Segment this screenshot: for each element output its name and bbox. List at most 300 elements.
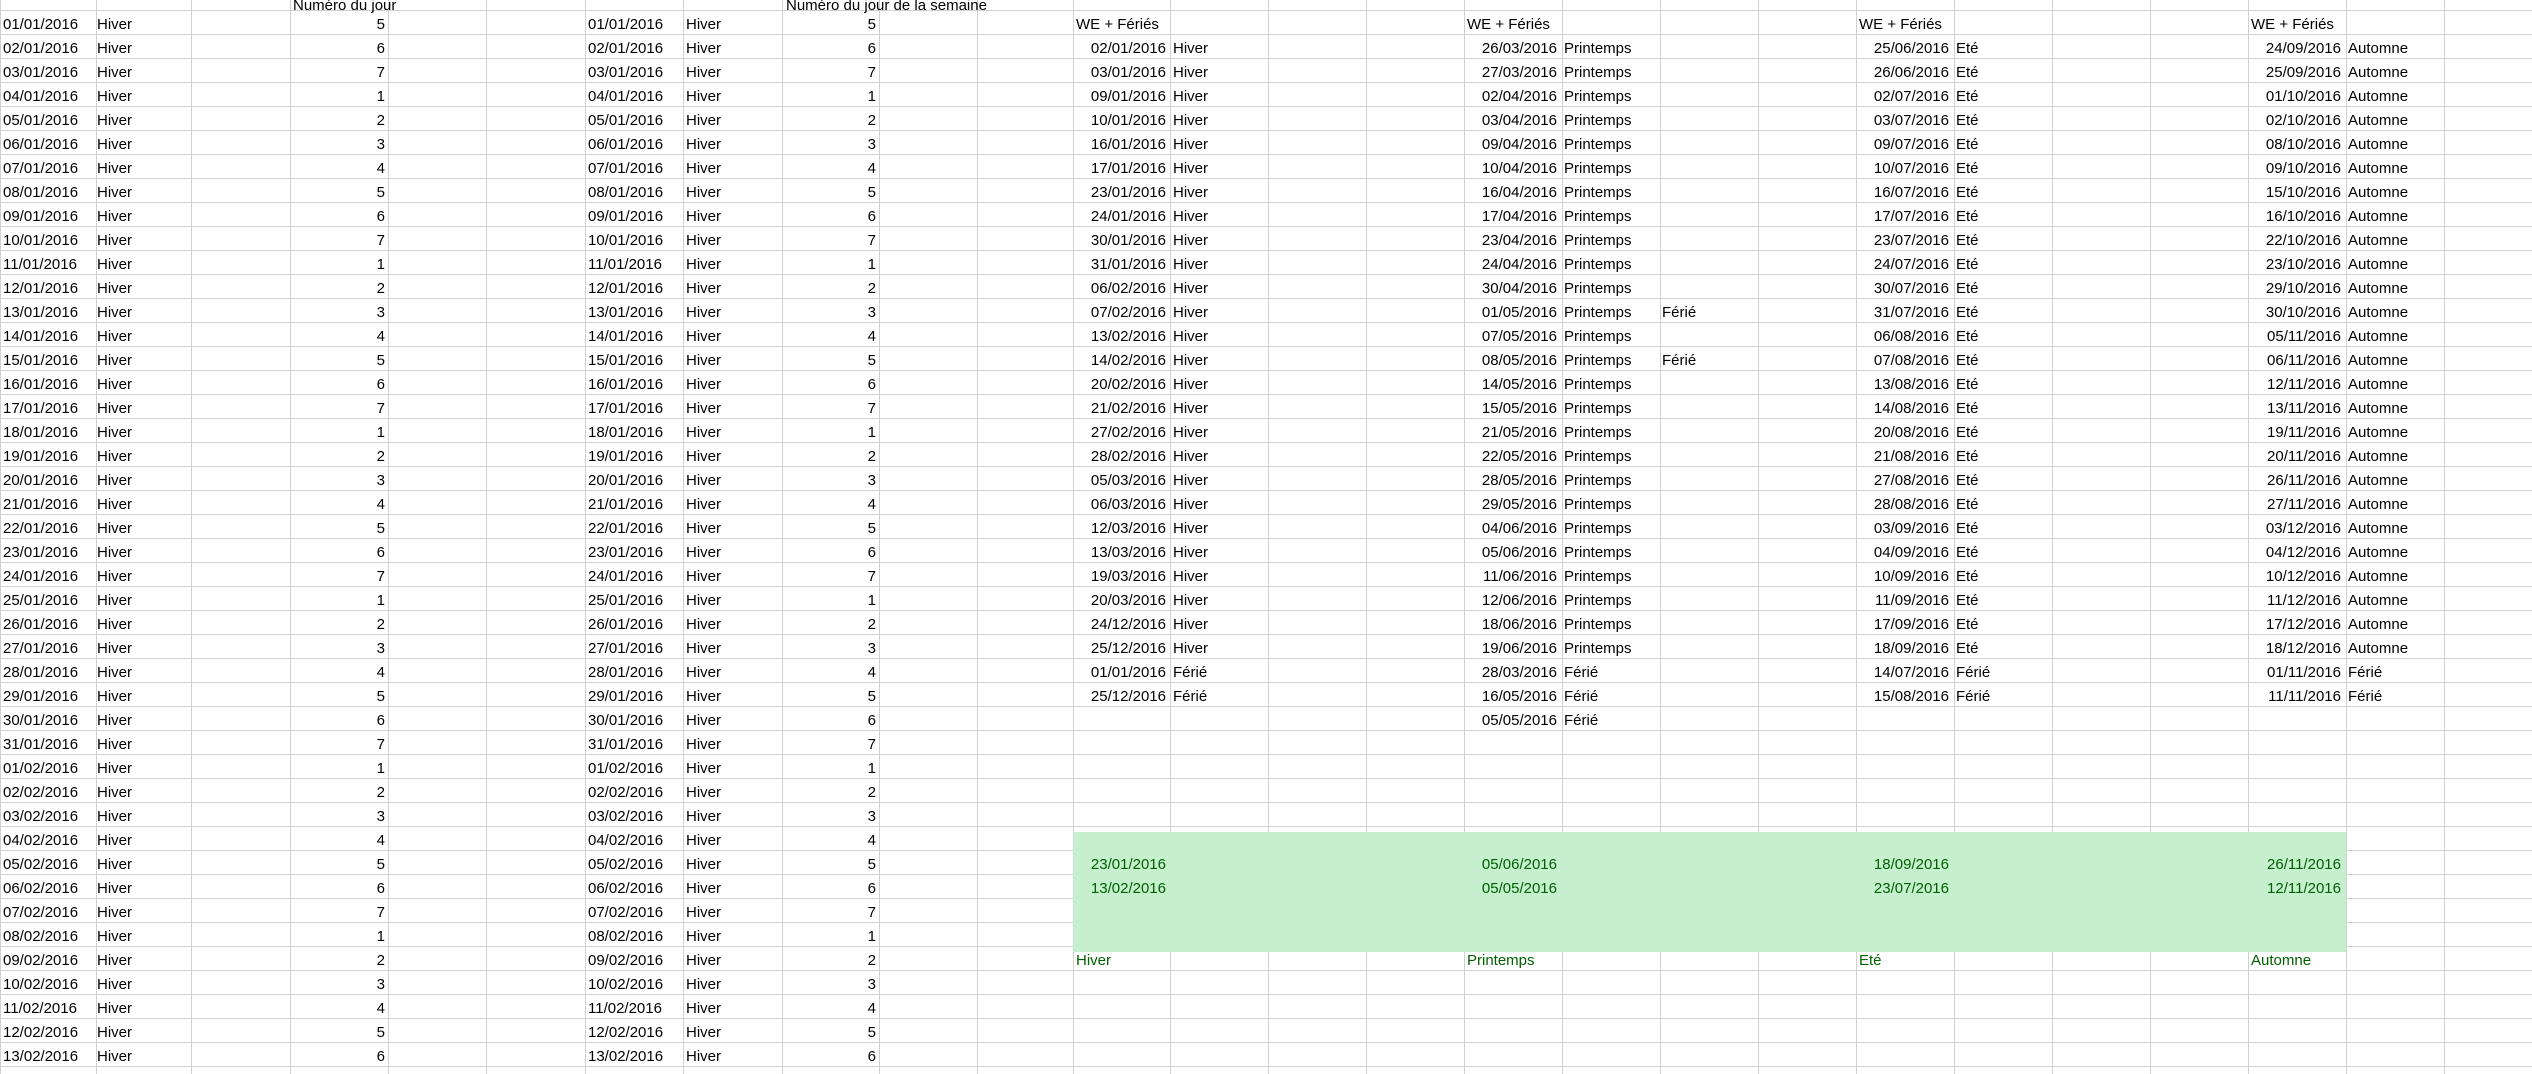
season-cell[interactable]: Hiver [686,568,722,585]
season-cell[interactable]: Hiver [97,976,133,993]
season-cell[interactable]: Hiver [686,904,722,921]
season-cell[interactable]: Eté [1956,640,1979,657]
date-cell[interactable]: 26/06/2016 [1873,64,1949,81]
date-cell[interactable]: 03/01/2016 [3,64,79,81]
date-cell[interactable]: 13/03/2016 [1090,544,1166,561]
season-cell[interactable]: Eté [1956,304,1979,321]
season-cell[interactable]: Hiver [97,688,133,705]
date-cell[interactable]: 03/04/2016 [1481,112,1557,129]
day-number-cell[interactable]: 5 [867,1024,876,1041]
day-number-cell[interactable]: 4 [376,496,385,513]
day-number-cell[interactable]: 1 [867,88,876,105]
date-cell[interactable]: 04/02/2016 [588,832,664,849]
date-cell[interactable]: 17/01/2016 [588,400,664,417]
date-cell[interactable]: 06/02/2016 [588,880,664,897]
day-number-cell[interactable]: 5 [376,184,385,201]
season-cell[interactable]: Hiver [686,1024,722,1041]
date-cell[interactable]: 12/11/2016 [2267,376,2341,393]
season-cell[interactable]: Automne [2348,232,2409,249]
date-cell[interactable]: 09/07/2016 [1873,136,1949,153]
day-number-cell[interactable]: 6 [867,376,876,393]
season-cell[interactable]: Hiver [97,16,133,33]
season-cell[interactable]: Hiver [97,760,133,777]
day-number-cell[interactable]: 6 [376,40,385,57]
date-cell[interactable]: 31/01/2016 [588,736,664,753]
season-cell[interactable]: Férié [1956,688,1991,705]
date-cell[interactable]: 03/02/2016 [588,808,664,825]
season-cell[interactable]: Printemps [1564,568,1632,585]
season-cell[interactable]: Hiver [686,880,722,897]
season-cell[interactable]: Eté [1956,136,1979,153]
day-number-cell[interactable]: 3 [376,304,385,321]
date-cell[interactable]: 23/04/2016 [1481,232,1557,249]
season-cell[interactable]: Automne [2348,112,2409,129]
date-cell[interactable]: 06/11/2016 [2267,352,2341,369]
season-cell[interactable]: Printemps [1564,520,1632,537]
season-cell[interactable]: Automne [2348,592,2409,609]
season-cell[interactable]: Hiver [97,784,133,801]
date-cell[interactable]: 01/01/2016 [1090,664,1166,681]
season-cell[interactable]: Hiver [686,760,722,777]
date-cell[interactable]: 24/09/2016 [2265,40,2341,57]
date-cell[interactable]: 02/01/2016 [1090,40,1166,57]
day-number-cell[interactable]: 1 [376,928,385,945]
season-cell[interactable]: Hiver [1173,376,1209,393]
season-cell[interactable]: Hiver [97,400,133,417]
date-cell[interactable]: 27/03/2016 [1481,64,1557,81]
season-cell[interactable]: Hiver [97,1000,133,1017]
season-cell[interactable]: Hiver [97,280,133,297]
date-cell[interactable]: 13/08/2016 [1873,376,1949,393]
season-cell[interactable]: Printemps [1564,88,1632,105]
season-cell[interactable]: Hiver [97,1024,133,1041]
season-cell[interactable]: Printemps [1564,400,1632,417]
date-cell[interactable]: 13/01/2016 [588,304,664,321]
date-cell[interactable]: 24/01/2016 [3,568,79,585]
date-cell[interactable]: 29/01/2016 [588,688,664,705]
season-cell[interactable]: Automne [2348,520,2409,537]
season-cell[interactable]: Hiver [686,736,722,753]
day-number-cell[interactable]: 7 [376,904,385,921]
day-number-cell[interactable]: 6 [376,880,385,897]
season-cell[interactable]: Hiver [686,64,722,81]
date-cell[interactable]: 10/02/2016 [588,976,664,993]
season-cell[interactable]: Automne [2348,448,2409,465]
day-number-cell[interactable]: 2 [867,112,876,129]
date-cell[interactable]: 22/01/2016 [588,520,664,537]
season-cell[interactable]: Printemps [1564,376,1632,393]
season-cell[interactable]: Hiver [97,736,133,753]
day-number-cell[interactable]: 1 [867,760,876,777]
date-cell[interactable]: 19/11/2016 [2267,424,2341,441]
season-cell[interactable]: Hiver [686,208,722,225]
date-cell[interactable]: 15/08/2016 [1873,688,1949,705]
season-cell[interactable]: Eté [1956,352,1979,369]
season-cell[interactable]: Hiver [686,400,722,417]
season-cell[interactable]: Hiver [1173,136,1209,153]
date-cell[interactable]: 28/01/2016 [3,664,79,681]
date-cell[interactable]: 22/05/2016 [1481,448,1557,465]
ferie-cell[interactable]: Férié [1662,304,1697,321]
date-cell[interactable]: 15/10/2016 [2265,184,2341,201]
date-cell[interactable]: 18/01/2016 [588,424,664,441]
date-cell[interactable]: 27/01/2016 [3,640,79,657]
season-cell[interactable]: Eté [1956,160,1979,177]
season-cell[interactable]: Hiver [97,544,133,561]
date-cell[interactable]: 09/02/2016 [588,952,664,969]
season-cell[interactable]: Hiver [97,352,133,369]
season-cell[interactable]: Automne [2348,352,2409,369]
date-cell[interactable]: 14/01/2016 [588,328,664,345]
date-cell[interactable]: 12/01/2016 [588,280,664,297]
day-number-cell[interactable]: 1 [376,592,385,609]
date-cell[interactable]: 25/12/2016 [1090,640,1166,657]
day-number-cell[interactable]: 2 [867,616,876,633]
season-cell[interactable]: Automne [2348,40,2409,57]
season-cell[interactable]: Hiver [1173,160,1209,177]
day-number-cell[interactable]: 7 [867,568,876,585]
season-cell[interactable]: Automne [2348,472,2409,489]
date-cell[interactable]: 06/02/2016 [3,880,79,897]
date-cell[interactable]: 14/01/2016 [3,328,79,345]
day-number-cell[interactable]: 4 [867,496,876,513]
date-cell[interactable]: 18/06/2016 [1481,616,1557,633]
date-cell[interactable]: 15/01/2016 [588,352,664,369]
day-number-cell[interactable]: 3 [376,808,385,825]
season-cell[interactable]: Hiver [1173,304,1209,321]
season-cell[interactable]: Hiver [686,520,722,537]
day-number-cell[interactable]: 7 [867,904,876,921]
date-cell[interactable]: 13/02/2016 [3,1048,79,1065]
date-cell[interactable]: 24/04/2016 [1481,256,1557,273]
season-cell[interactable]: Férié [1564,664,1599,681]
day-number-cell[interactable]: 5 [867,352,876,369]
season-cell[interactable]: Printemps [1564,544,1632,561]
season-cell[interactable]: Hiver [686,976,722,993]
season-cell[interactable]: Automne [2348,88,2409,105]
season-cell[interactable]: Hiver [97,856,133,873]
date-cell[interactable]: 24/01/2016 [1090,208,1166,225]
season-cell[interactable]: Hiver [1173,328,1209,345]
summary-season-cell[interactable]: Hiver [1076,952,1112,969]
season-cell[interactable]: Hiver [1173,472,1209,489]
season-cell[interactable]: Printemps [1564,352,1632,369]
season-cell[interactable]: Eté [1956,544,1979,561]
season-cell[interactable]: Eté [1956,472,1979,489]
date-cell[interactable]: 30/01/2016 [3,712,79,729]
season-cell[interactable]: Automne [2348,400,2409,417]
day-number-cell[interactable]: 3 [376,976,385,993]
date-cell[interactable]: 13/11/2016 [2267,400,2341,417]
date-cell[interactable]: 12/02/2016 [588,1024,664,1041]
season-cell[interactable]: Eté [1956,256,1979,273]
date-cell[interactable]: 05/01/2016 [3,112,79,129]
season-cell[interactable]: Férié [2348,664,2383,681]
date-cell[interactable]: 10/01/2016 [588,232,664,249]
season-cell[interactable]: Hiver [97,184,133,201]
summary-date-cell[interactable]: 18/09/2016 [1873,856,1949,873]
day-number-cell[interactable]: 1 [376,760,385,777]
season-cell[interactable]: Hiver [97,136,133,153]
season-cell[interactable]: Eté [1956,232,1979,249]
day-number-cell[interactable]: 3 [867,976,876,993]
day-number-cell[interactable]: 5 [376,16,385,33]
season-cell[interactable]: Hiver [97,664,133,681]
season-cell[interactable]: Eté [1956,520,1979,537]
season-cell[interactable]: Hiver [686,592,722,609]
day-number-cell[interactable]: 2 [376,448,385,465]
day-number-cell[interactable]: 5 [867,520,876,537]
season-cell[interactable]: Automne [2348,328,2409,345]
date-cell[interactable]: 02/07/2016 [1873,88,1949,105]
season-cell[interactable]: Hiver [686,160,722,177]
day-number-cell[interactable]: 3 [867,136,876,153]
day-number-cell[interactable]: 6 [867,880,876,897]
season-cell[interactable]: Hiver [686,232,722,249]
season-cell[interactable]: Automne [2348,160,2409,177]
season-cell[interactable]: Hiver [97,520,133,537]
date-cell[interactable]: 21/01/2016 [3,496,79,513]
summary-season-cell[interactable]: Printemps [1467,952,1535,969]
date-cell[interactable]: 26/03/2016 [1481,40,1557,57]
date-cell[interactable]: 11/02/2016 [588,1000,662,1017]
day-number-cell[interactable]: 6 [376,208,385,225]
date-cell[interactable]: 12/01/2016 [3,280,79,297]
season-cell[interactable]: Hiver [97,952,133,969]
season-cell[interactable]: Hiver [1173,520,1209,537]
season-cell[interactable]: Hiver [686,376,722,393]
season-cell[interactable]: Hiver [1173,184,1209,201]
date-cell[interactable]: 14/07/2016 [1873,664,1949,681]
season-cell[interactable]: Printemps [1564,256,1632,273]
season-cell[interactable]: Férié [1564,688,1599,705]
date-cell[interactable]: 22/10/2016 [2265,232,2341,249]
season-cell[interactable]: Hiver [686,88,722,105]
date-cell[interactable]: 20/08/2016 [1873,424,1949,441]
day-number-cell[interactable]: 1 [867,592,876,609]
day-number-cell[interactable]: 6 [867,544,876,561]
season-cell[interactable]: Hiver [97,496,133,513]
date-cell[interactable]: 08/01/2016 [588,184,664,201]
day-number-cell[interactable]: 2 [867,784,876,801]
day-number-cell[interactable]: 5 [867,688,876,705]
date-cell[interactable]: 01/05/2016 [1481,304,1557,321]
date-cell[interactable]: 18/09/2016 [1873,640,1949,657]
day-number-cell[interactable]: 7 [867,64,876,81]
header-numero-du-jour-semaine[interactable]: Numéro du jour de la semaine [786,0,987,14]
day-number-cell[interactable]: 4 [376,160,385,177]
date-cell[interactable]: 17/01/2016 [3,400,79,417]
season-cell[interactable]: Printemps [1564,160,1632,177]
date-cell[interactable]: 03/12/2016 [2265,520,2341,537]
date-cell[interactable]: 30/04/2016 [1481,280,1557,297]
date-cell[interactable]: 16/04/2016 [1481,184,1557,201]
date-cell[interactable]: 30/07/2016 [1873,280,1949,297]
date-cell[interactable]: 19/06/2016 [1481,640,1557,657]
season-cell[interactable]: Automne [2348,64,2409,81]
day-number-cell[interactable]: 5 [376,1024,385,1041]
date-cell[interactable]: 03/01/2016 [1090,64,1166,81]
season-cell[interactable]: Hiver [97,712,133,729]
season-cell[interactable]: Férié [1956,664,1991,681]
season-cell[interactable]: Printemps [1564,640,1632,657]
date-cell[interactable]: 31/01/2016 [1090,256,1166,273]
season-cell[interactable]: Printemps [1564,112,1632,129]
day-number-cell[interactable]: 7 [376,64,385,81]
date-cell[interactable]: 16/10/2016 [2265,208,2341,225]
season-cell[interactable]: Hiver [97,640,133,657]
date-cell[interactable]: 25/01/2016 [588,592,664,609]
date-cell[interactable]: 07/01/2016 [3,160,79,177]
date-cell[interactable]: 30/10/2016 [2265,304,2341,321]
season-cell[interactable]: Hiver [686,832,722,849]
season-cell[interactable]: Eté [1956,208,1979,225]
season-cell[interactable]: Eté [1956,280,1979,297]
season-cell[interactable]: Printemps [1564,448,1632,465]
season-cell[interactable]: Automne [2348,256,2409,273]
date-cell[interactable]: 03/02/2016 [3,808,79,825]
day-number-cell[interactable]: 2 [376,280,385,297]
day-number-cell[interactable]: 7 [867,736,876,753]
season-cell[interactable]: Printemps [1564,424,1632,441]
date-cell[interactable]: 28/01/2016 [588,664,664,681]
season-cell[interactable]: Automne [2348,184,2409,201]
date-cell[interactable]: 01/01/2016 [3,16,79,33]
season-cell[interactable]: Automne [2348,280,2409,297]
season-cell[interactable]: Hiver [97,568,133,585]
date-cell[interactable]: 07/02/2016 [1090,304,1166,321]
season-cell[interactable]: Hiver [686,664,722,681]
date-cell[interactable]: 09/10/2016 [2265,160,2341,177]
date-cell[interactable]: 25/12/2016 [1090,688,1166,705]
day-number-cell[interactable]: 3 [376,472,385,489]
season-cell[interactable]: Hiver [1173,256,1209,273]
day-number-cell[interactable]: 4 [867,328,876,345]
season-cell[interactable]: Printemps [1564,136,1632,153]
season-cell[interactable]: Hiver [686,1000,722,1017]
date-cell[interactable]: 27/01/2016 [588,640,664,657]
date-cell[interactable]: 23/01/2016 [588,544,664,561]
season-cell[interactable]: Hiver [1173,544,1209,561]
we-feries-header[interactable]: WE + Fériés [2251,16,2334,33]
date-cell[interactable]: 24/12/2016 [1090,616,1166,633]
date-cell[interactable]: 02/01/2016 [3,40,79,57]
season-cell[interactable]: Hiver [1173,112,1209,129]
day-number-cell[interactable]: 2 [376,784,385,801]
date-cell[interactable]: 09/01/2016 [1090,88,1166,105]
season-cell[interactable]: Hiver [97,112,133,129]
date-cell[interactable]: 28/03/2016 [1481,664,1557,681]
date-cell[interactable]: 08/02/2016 [3,928,79,945]
date-cell[interactable]: 03/09/2016 [1873,520,1949,537]
season-cell[interactable]: Hiver [686,952,722,969]
season-cell[interactable]: Hiver [686,472,722,489]
date-cell[interactable]: 30/01/2016 [588,712,664,729]
date-cell[interactable]: 01/01/2016 [588,16,664,33]
date-cell[interactable]: 16/07/2016 [1873,184,1949,201]
day-number-cell[interactable]: 4 [867,160,876,177]
season-cell[interactable]: Printemps [1564,280,1632,297]
date-cell[interactable]: 01/02/2016 [3,760,79,777]
season-cell[interactable]: Printemps [1564,208,1632,225]
date-cell[interactable]: 02/01/2016 [588,40,664,57]
date-cell[interactable]: 15/01/2016 [3,352,79,369]
season-cell[interactable]: Hiver [686,304,722,321]
date-cell[interactable]: 01/02/2016 [588,760,664,777]
season-cell[interactable]: Hiver [686,424,722,441]
season-cell[interactable]: Hiver [1173,352,1209,369]
date-cell[interactable]: 14/02/2016 [1090,352,1166,369]
date-cell[interactable]: 08/05/2016 [1481,352,1557,369]
day-number-cell[interactable]: 7 [376,568,385,585]
date-cell[interactable]: 17/09/2016 [1873,616,1949,633]
date-cell[interactable]: 10/09/2016 [1873,568,1949,585]
season-cell[interactable]: Hiver [1173,280,1209,297]
season-cell[interactable]: Automne [2348,496,2409,513]
season-cell[interactable]: Automne [2348,616,2409,633]
day-number-cell[interactable]: 3 [867,472,876,489]
season-cell[interactable]: Hiver [686,136,722,153]
date-cell[interactable]: 26/01/2016 [3,616,79,633]
date-cell[interactable]: 17/07/2016 [1873,208,1949,225]
day-number-cell[interactable]: 1 [867,424,876,441]
day-number-cell[interactable]: 3 [867,304,876,321]
day-number-cell[interactable]: 6 [376,1048,385,1065]
date-cell[interactable]: 31/07/2016 [1873,304,1949,321]
day-number-cell[interactable]: 4 [376,664,385,681]
season-cell[interactable]: Férié [1564,712,1599,729]
date-cell[interactable]: 03/01/2016 [588,64,664,81]
summary-date-cell[interactable]: 05/05/2016 [1481,880,1557,897]
season-cell[interactable]: Hiver [686,184,722,201]
date-cell[interactable]: 06/08/2016 [1873,328,1949,345]
we-feries-header[interactable]: WE + Fériés [1467,16,1550,33]
season-cell[interactable]: Printemps [1564,64,1632,81]
date-cell[interactable]: 30/01/2016 [1090,232,1166,249]
date-cell[interactable]: 07/05/2016 [1481,328,1557,345]
season-cell[interactable]: Hiver [1173,64,1209,81]
day-number-cell[interactable]: 2 [867,952,876,969]
season-cell[interactable]: Hiver [97,64,133,81]
season-cell[interactable]: Hiver [686,640,722,657]
date-cell[interactable]: 09/02/2016 [3,952,79,969]
day-number-cell[interactable]: 4 [867,1000,876,1017]
date-cell[interactable]: 06/02/2016 [1090,280,1166,297]
summary-date-cell[interactable]: 05/06/2016 [1481,856,1557,873]
date-cell[interactable]: 07/01/2016 [588,160,664,177]
date-cell[interactable]: 24/07/2016 [1873,256,1949,273]
date-cell[interactable]: 23/01/2016 [1090,184,1166,201]
date-cell[interactable]: 16/01/2016 [588,376,664,393]
season-cell[interactable]: Automne [2348,304,2409,321]
day-number-cell[interactable]: 5 [867,856,876,873]
date-cell[interactable]: 12/03/2016 [1090,520,1166,537]
day-number-cell[interactable]: 3 [867,808,876,825]
day-number-cell[interactable]: 5 [376,352,385,369]
season-cell[interactable]: Hiver [1173,496,1209,513]
date-cell[interactable]: 06/03/2016 [1090,496,1166,513]
day-number-cell[interactable]: 1 [376,88,385,105]
date-cell[interactable]: 17/01/2016 [1090,160,1166,177]
season-cell[interactable]: Printemps [1564,328,1632,345]
date-cell[interactable]: 13/02/2016 [1090,328,1166,345]
season-cell[interactable]: Hiver [97,160,133,177]
season-cell[interactable]: Printemps [1564,40,1632,57]
season-cell[interactable]: Eté [1956,88,1979,105]
day-number-cell[interactable]: 7 [376,232,385,249]
day-number-cell[interactable]: 2 [376,616,385,633]
date-cell[interactable]: 04/12/2016 [2265,544,2341,561]
